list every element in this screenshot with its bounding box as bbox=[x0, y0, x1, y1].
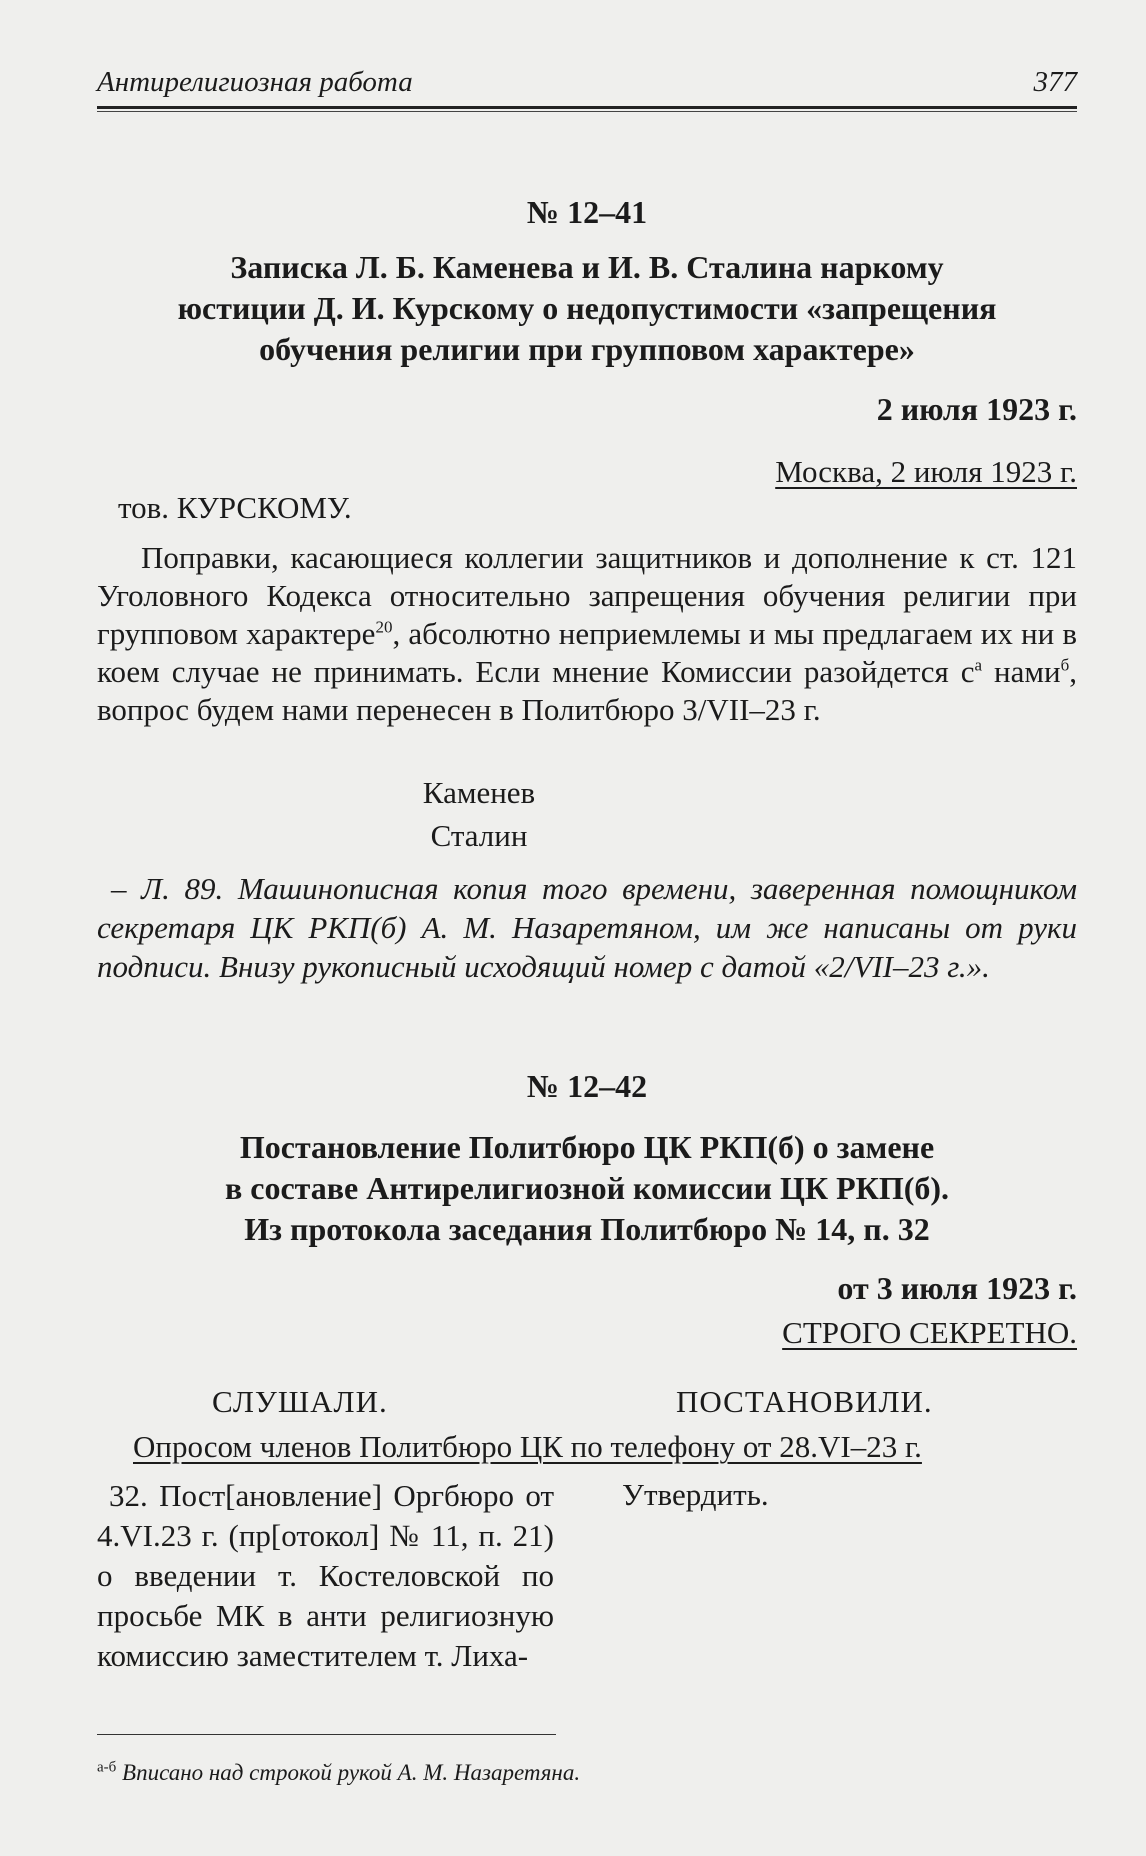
footnote-rule bbox=[97, 1734, 556, 1735]
body-text: нами bbox=[982, 654, 1061, 689]
doc1-archive-note: – Л. 89. Машинописная копия того времени, заверенная помощником секретаря ЦК РКП(б) А. М. Назаретяном, им же написаны от руки подписи. Внизу рукописный исходящий номер с датой «2/VII–23 г.». bbox=[97, 871, 1077, 984]
page-number: 377 bbox=[1033, 66, 1077, 98]
body-text: Поправки, касающиеся коллегии защитников и дополнение к ст. 121 Уголовного Кодекса относительно запрещения обучения религии при групповом характере bbox=[97, 540, 1077, 651]
header-rule bbox=[97, 106, 1077, 109]
doc1-title bbox=[97, 247, 1077, 370]
title-line: Записка Л. Б. Каменева и И. В. Сталина наркому bbox=[230, 249, 944, 285]
running-header bbox=[97, 66, 1077, 110]
doc1-number: № 12–41 bbox=[526, 194, 648, 230]
body-text: , вопрос будем нами перенесен в Политбюро 3/VII–23 г. bbox=[97, 654, 1078, 727]
item-heard: 32. Пост[ановление] Оргбюро от 4.VI.23 г. (пр[отокол] № 11, п. 21) о введении т. Костеловской по просьбе МК в анти религиозную комиссию заместителем т. Лиха- bbox=[97, 1478, 554, 1673]
signature-stalin: Сталин bbox=[430, 818, 528, 853]
doc1-date: 2 июля 1923 г. bbox=[876, 391, 1077, 427]
footnote-ref: 20 bbox=[375, 617, 393, 637]
body-text: , абсолютно неприемлемы и мы предлагаем их ни в коем случае не принимать. Если мнение Комиссии разойдется с bbox=[97, 616, 1077, 689]
header-rule-thin bbox=[97, 111, 1077, 112]
item-resolved: Утвердить. bbox=[622, 1477, 769, 1512]
poll-line: Опросом членов Политбюро ЦК по телефону от 28.VI–23 г. bbox=[133, 1429, 922, 1464]
title-line: Из протокола заседания Политбюро № 14, п. 32 bbox=[244, 1211, 930, 1247]
footnote-text: Вписано над строкой рукой А. М. Назаретяна. bbox=[122, 1760, 581, 1785]
signature-kamenev: Каменев bbox=[422, 775, 536, 810]
doc1-addressee: тов. КУРСКОМУ. bbox=[118, 490, 352, 525]
doc2-number: № 12–42 bbox=[526, 1068, 648, 1104]
footnote-marker: а-б bbox=[97, 1759, 117, 1776]
doc2-date: от 3 июля 1923 г. bbox=[837, 1270, 1077, 1306]
doc1-place-date: Москва, 2 июля 1923 г. bbox=[775, 454, 1077, 489]
title-line: в составе Антирелигиозной комиссии ЦК РКП(б). bbox=[224, 1170, 950, 1206]
title-line: юстиции Д. И. Курскому о недопустимости «запрещения bbox=[177, 290, 997, 326]
column-resolved: ПОСТАНОВИЛИ. bbox=[676, 1384, 933, 1419]
doc1-body bbox=[97, 539, 1077, 729]
secrecy-stamp: СТРОГО СЕКРЕТНО. bbox=[782, 1315, 1077, 1350]
title-line: Постановление Политбюро ЦК РКП(б) о замене bbox=[239, 1129, 935, 1165]
title-line: обучения религии при групповом характере» bbox=[259, 331, 915, 367]
footnote bbox=[97, 1760, 580, 1786]
footnote-ref: б bbox=[1060, 655, 1070, 675]
doc2-title bbox=[97, 1127, 1077, 1250]
section-title: Антирелигиозная работа bbox=[97, 66, 413, 98]
footnote-ref: а bbox=[974, 655, 983, 675]
column-heard: СЛУШАЛИ. bbox=[212, 1384, 388, 1419]
